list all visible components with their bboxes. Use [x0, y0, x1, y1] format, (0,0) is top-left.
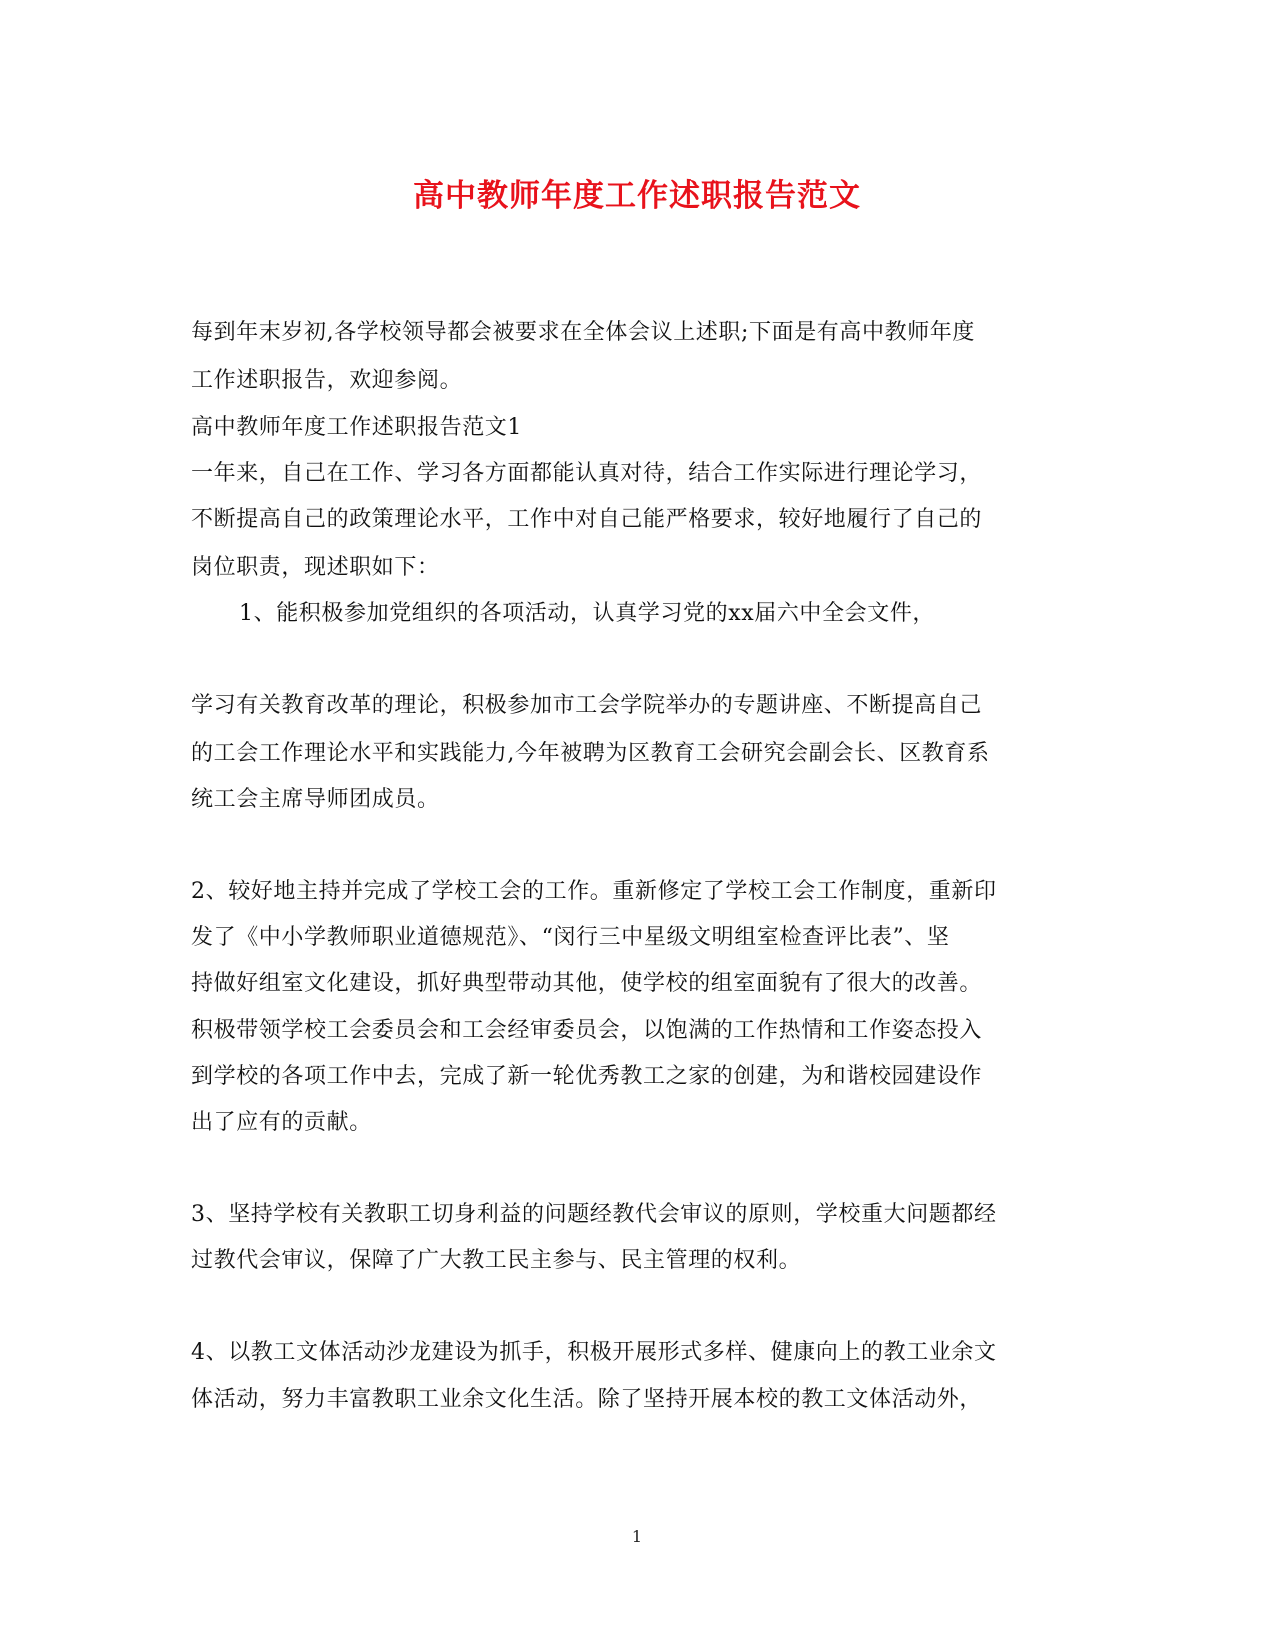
- paragraph-line: 岗位职责，现述职如下：: [191, 555, 440, 580]
- item-1-line: 1、能积极参加党组织的各项活动，认真学习党的xx届六中全会文件，: [239, 601, 936, 626]
- intro-line-1: 每到年末岁初,各学校领导都会被要求在全体会议上述职;下面是有高中教师年度: [191, 320, 976, 345]
- paragraph-line: 体活动，努力丰富教职工业余文化生活。除了坚持开展本校的教工文体活动外，: [191, 1387, 983, 1412]
- document-title: 高中教师年度工作述职报告范文: [413, 178, 861, 214]
- paragraph-line: 到学校的各项工作中去，完成了新一轮优秀教工之家的创建，为和谐校园建设作: [191, 1064, 983, 1089]
- paragraph-line: 过教代会审议，保障了广大教工民主参与、民主管理的权利。: [191, 1248, 802, 1273]
- page-number: 1: [631, 1527, 643, 1546]
- intro-line-2: 工作述职报告，欢迎参阅。: [191, 368, 463, 393]
- item-4-line: 4、以教工文体活动沙龙建设为抓手，积极开展形式多样、健康向上的教工业余文: [191, 1340, 997, 1365]
- paragraph-line: 学习有关教育改革的理论，积极参加市工会学院举办的专题讲座、不断提高自己: [191, 693, 983, 718]
- paragraph-line: 的工会工作理论水平和实践能力,今年被聘为区教育工会研究会副会长、区教育系: [191, 741, 990, 766]
- paragraph-line: 发了《中小学教师职业道德规范》、“闵行三中星级文明组室检查评比表”、坚: [191, 925, 950, 950]
- section-heading: 高中教师年度工作述职报告范文1: [191, 415, 522, 440]
- paragraph-line: 出了应有的贡献。: [191, 1110, 372, 1135]
- paragraph-line: 统工会主席导师团成员。: [191, 787, 440, 812]
- paragraph-line: 不断提高自己的政策理论水平，工作中对自己能严格要求，较好地履行了自己的: [191, 507, 983, 532]
- item-3-line: 3、坚持学校有关教职工切身利益的问题经教代会审议的原则，学校重大问题都经: [191, 1202, 997, 1227]
- paragraph-line: 一年来，自己在工作、学习各方面都能认真对待，结合工作实际进行理论学习，: [191, 461, 983, 486]
- paragraph-line: 持做好组室文化建设，抓好典型带动其他，使学校的组室面貌有了很大的改善。: [191, 971, 983, 996]
- paragraph-line: 积极带领学校工会委员会和工会经审委员会，以饱满的工作热情和工作姿态投入: [191, 1018, 983, 1043]
- item-2-line: 2、较好地主持并完成了学校工会的工作。重新修定了学校工会工作制度，重新印: [191, 879, 997, 904]
